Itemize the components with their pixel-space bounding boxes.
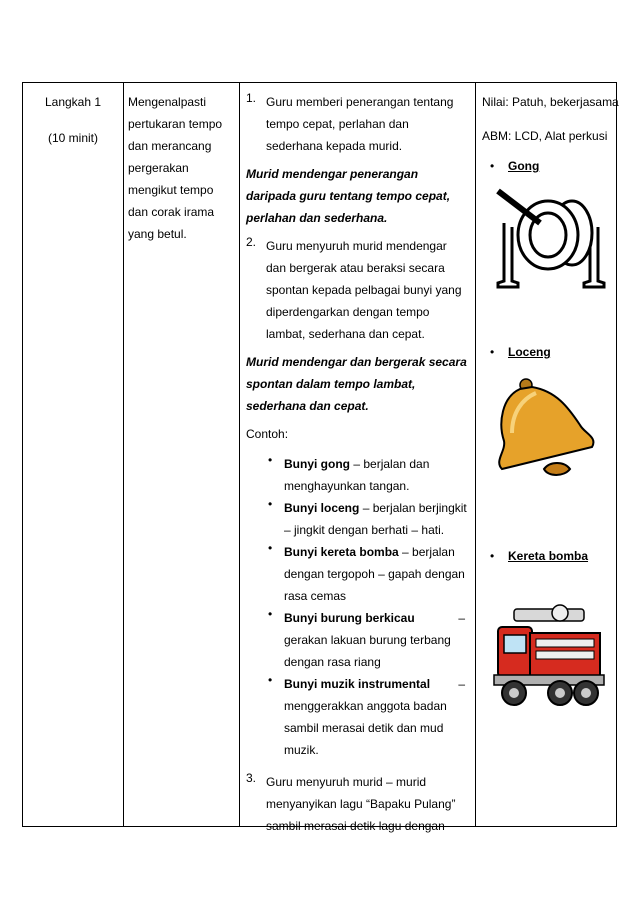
example-head: Bunyi kereta bomba [284, 545, 399, 559]
note-line: Murid mendengar penerangan [246, 167, 419, 181]
activity-note-1 [246, 163, 465, 229]
objective-line: pertukaran tempo [128, 117, 223, 131]
activity-item-1 [246, 91, 465, 157]
notes-cell [476, 83, 618, 826]
example-line: dengan tergopoh – gapah dengan [284, 567, 465, 581]
activity-line: diperdengarkan dengan tempo [266, 305, 430, 319]
abm-text: ABM: LCD, Alat perkusi [482, 129, 608, 143]
example-rest: – berjalan dan [353, 457, 430, 471]
note-line: sederhana dan cepat. [246, 399, 369, 413]
objective-line: Mengenalpasti [128, 95, 207, 109]
example-head: Bunyi loceng [284, 501, 360, 515]
activity-item-2 [246, 235, 465, 345]
bullet-icon: • [268, 541, 273, 555]
example-burung [246, 607, 465, 673]
bullet-icon: • [490, 345, 495, 359]
item-number: 2. [246, 235, 257, 249]
note-line: Murid mendengar dan bergerak secara [246, 355, 467, 369]
example-muzik [246, 673, 465, 761]
note-line: spontan dalam tempo lambat, [246, 377, 416, 391]
activity-line: Guru menyuruh murid mendengar [266, 239, 447, 253]
step-label: Langkah 1 [44, 95, 102, 109]
example-rest: – [458, 677, 465, 691]
activity-line: lambat, sederhana dan cepat. [266, 327, 425, 341]
gong-icon [490, 183, 608, 303]
nilai-text: Nilai: Patuh, bekerjasama [482, 95, 619, 109]
example-line: sambil merasai detik dan mud [284, 721, 444, 735]
example-loceng [246, 497, 465, 541]
activity-line: menyanyikan lagu “Bapaku Pulang” [266, 797, 456, 811]
resource-label: Gong [508, 159, 540, 173]
example-line: rasa cemas [284, 589, 347, 603]
note-line: perlahan dan sederhana. [246, 211, 388, 225]
contoh-label: Contoh: [246, 427, 289, 441]
activity-line: dan bergerak atau beraksi secara [266, 261, 445, 275]
activity-line: tempo cepat, perlahan dan [266, 117, 409, 131]
bullet-icon: • [490, 549, 495, 563]
bullet-icon: • [268, 673, 273, 687]
activity-note-2 [246, 351, 465, 417]
resource-loceng [484, 341, 612, 486]
bullet-icon: • [268, 497, 273, 511]
example-rest: – [458, 611, 465, 625]
examples-list [246, 453, 465, 761]
example-line: dengan rasa riang [284, 655, 381, 669]
bell-icon [484, 373, 604, 483]
objective-line: yang betul. [128, 227, 187, 241]
objective-cell [124, 83, 239, 826]
bullet-icon: • [268, 607, 273, 621]
activity-item-3 [246, 771, 465, 837]
activity-line: sambil merasai detik lagu dengan [266, 819, 445, 833]
activity-line: spontan kepada pelbagai bunyi yang [266, 283, 462, 297]
step-duration: (10 minit) [47, 131, 98, 145]
lesson-table [22, 82, 619, 833]
example-line: menggerakkan anggota badan [284, 699, 447, 713]
objective-line: pergerakan [128, 161, 189, 175]
bullet-icon: • [490, 159, 495, 173]
example-rest: – berjalan berjingkit [362, 501, 467, 515]
item-number: 1. [246, 91, 257, 105]
example-head: Bunyi burung berkicau [284, 611, 415, 625]
resource-gong [484, 155, 612, 306]
bullet-icon: • [268, 453, 273, 467]
example-bomba [246, 541, 465, 607]
example-gong [246, 453, 465, 497]
example-head: Bunyi gong [284, 457, 350, 471]
step-cell [23, 83, 123, 826]
fire-truck-icon [484, 597, 610, 737]
example-line: menghayunkan tangan. [284, 479, 410, 493]
resource-bomba [484, 545, 612, 740]
activity-line: Guru menyuruh murid – murid [266, 775, 427, 789]
objective-line: dan merancang [128, 139, 212, 153]
item-number: 3. [246, 771, 257, 785]
objective-line: mengikut tempo [128, 183, 214, 197]
resource-label: Kereta bomba [508, 549, 589, 563]
activity-line: sederhana kepada murid. [266, 139, 403, 153]
activity-cell [240, 83, 475, 833]
example-head: Bunyi muzik instrumental [284, 677, 431, 691]
example-line: gerakan lakuan burung terbang [284, 633, 451, 647]
resource-label: Loceng [508, 345, 551, 359]
example-line: muzik. [284, 743, 319, 757]
example-rest: – berjalan [402, 545, 455, 559]
activity-line: Guru memberi penerangan tentang [266, 95, 454, 109]
note-line: daripada guru tentang tempo cepat, [246, 189, 451, 203]
objective-line: dan corak irama [128, 205, 215, 219]
example-line: – jingkit dengan berhati – hati. [284, 523, 445, 537]
